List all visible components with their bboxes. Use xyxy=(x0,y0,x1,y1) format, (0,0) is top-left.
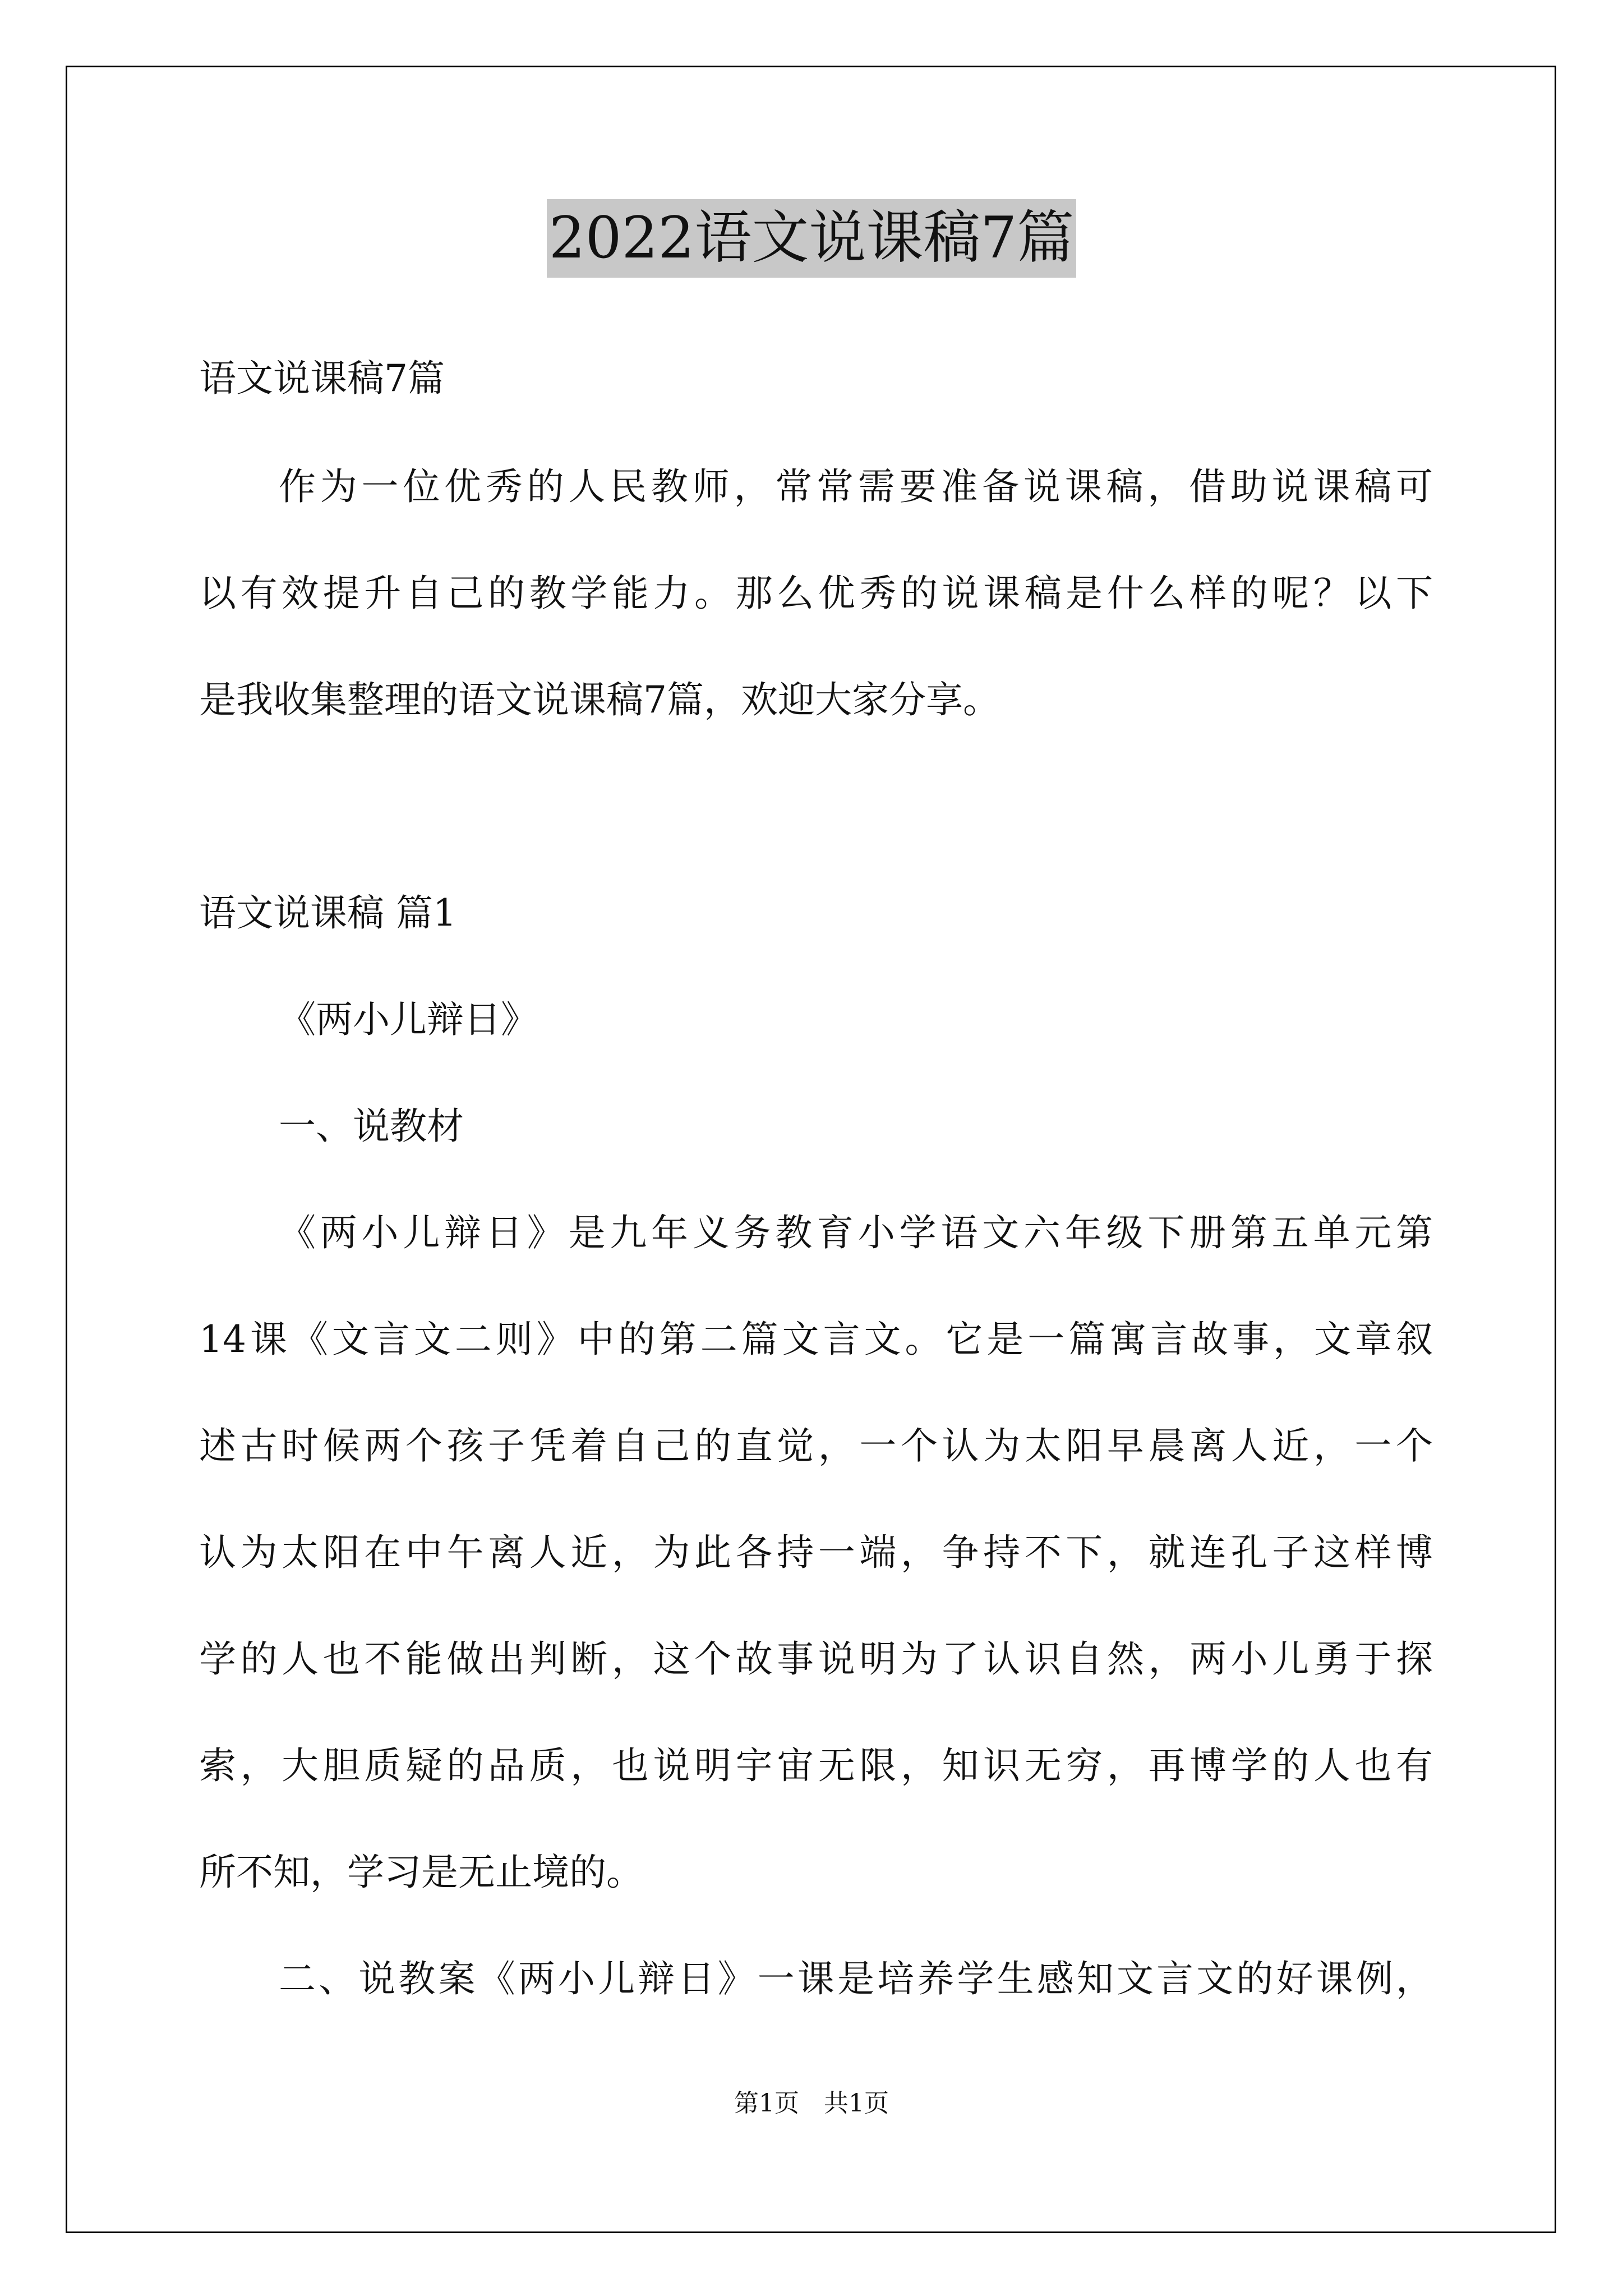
title-container xyxy=(0,199,1623,278)
intro-line-1: 作为一位优秀的人民教师，常常需要准备说课稿，借助说课稿可 xyxy=(279,465,1433,508)
part1-line-3: 述古时候两个孩子凭着自己的直觉，一个认为太阳早晨离人近，一个 xyxy=(199,1424,1433,1467)
part1-line-7: 所不知，学习是无止境的。 xyxy=(199,1851,643,1894)
part1-line-6: 索，大胆质疑的品质，也说明宇宙无限，知识无穷，再博学的人也有 xyxy=(199,1744,1433,1787)
part2-line-1: 二、说教案《两小儿辩日》一课是培养学生感知文言文的好课例， xyxy=(279,1957,1433,2000)
page-footer: 第1页 共1页 xyxy=(734,2089,889,2118)
subtitle: 语文说课稿7篇 xyxy=(199,357,445,400)
section-heading: 语文说课稿 篇1 xyxy=(199,891,457,935)
document-title: 2022语文说课稿7篇 xyxy=(547,199,1076,278)
lesson-title: 《两小儿辩日》 xyxy=(279,998,538,1041)
part1-heading: 一、说教材 xyxy=(279,1105,464,1148)
intro-line-2: 以有效提升自己的教学能力。那么优秀的说课稿是什么样的呢？以下 xyxy=(199,572,1433,615)
intro-line-3: 是我收集整理的语文说课稿7篇，欢迎大家分享。 xyxy=(199,678,1000,721)
part1-line-2: 14课《文言文二则》中的第二篇文言文。它是一篇寓言故事，文章叙 xyxy=(199,1318,1433,1361)
part1-line-5: 学的人也不能做出判断，这个故事说明为了认识自然，两小儿勇于探 xyxy=(199,1637,1433,1681)
part1-line-4: 认为太阳在中午离人近，为此各持一端，争持不下，就连孔子这样博 xyxy=(199,1531,1433,1574)
part1-line-1: 《两小儿辩日》是九年义务教育小学语文六年级下册第五单元第 xyxy=(279,1211,1433,1254)
